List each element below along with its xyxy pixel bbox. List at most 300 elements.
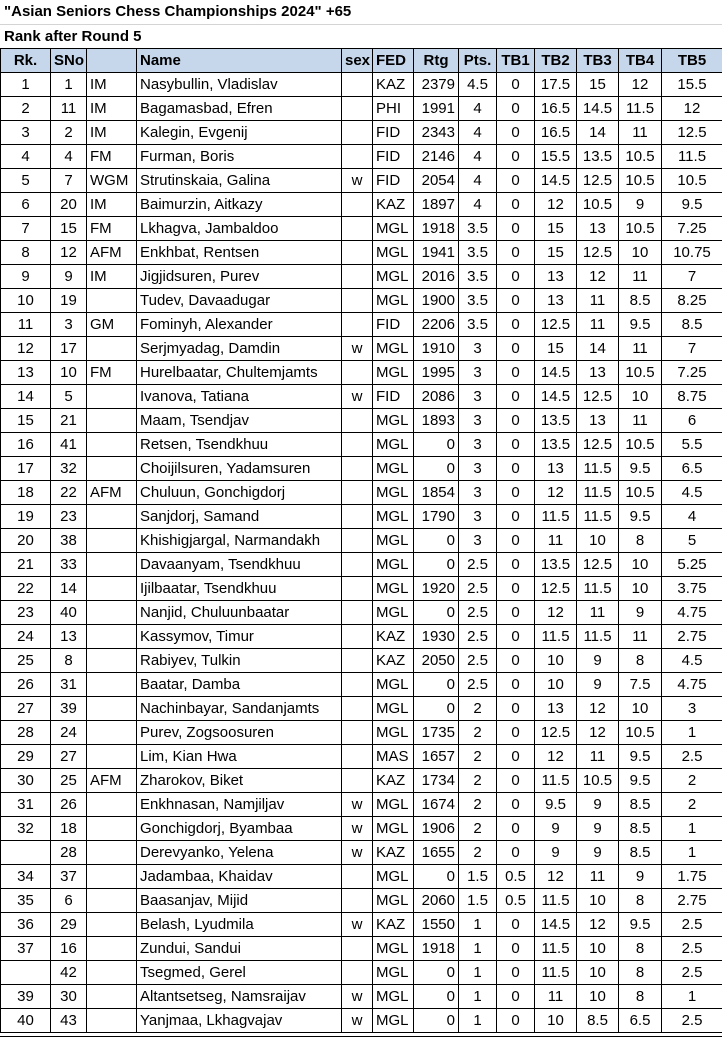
cell-tb2[interactable]: 11.5 <box>535 625 577 649</box>
cell-tb2[interactable]: 15 <box>535 337 577 361</box>
cell-tb4[interactable]: 12 <box>619 73 662 97</box>
cell-rtg[interactable]: 1941 <box>414 241 459 265</box>
cell-tb2[interactable]: 16.5 <box>535 97 577 121</box>
cell-rtg[interactable]: 2206 <box>414 313 459 337</box>
cell-tb2[interactable]: 9 <box>535 817 577 841</box>
cell-name[interactable]: Baimurzin, Aitkazy <box>137 193 342 217</box>
cell-tb3[interactable]: 13 <box>577 217 619 241</box>
cell-title[interactable] <box>87 793 137 817</box>
cell-tb5[interactable]: 6.5 <box>662 457 722 481</box>
cell-rtg[interactable]: 1920 <box>414 577 459 601</box>
cell-sno[interactable]: 4 <box>51 145 87 169</box>
cell-tb1[interactable]: 0 <box>497 505 535 529</box>
cell-rtg[interactable]: 2343 <box>414 121 459 145</box>
cell-sno[interactable]: 27 <box>51 745 87 769</box>
cell-pts[interactable]: 1 <box>459 985 497 1009</box>
cell-rtg[interactable]: 1991 <box>414 97 459 121</box>
cell-name[interactable]: Baasanjav, Mijid <box>137 889 342 913</box>
cell-fed[interactable]: MGL <box>373 457 414 481</box>
cell-tb2[interactable]: 12.5 <box>535 577 577 601</box>
cell-rank[interactable]: 36 <box>1 913 51 937</box>
cell-tb4[interactable]: 10.5 <box>619 481 662 505</box>
cell-rank[interactable]: 34 <box>1 865 51 889</box>
cell-tb1[interactable]: 0 <box>497 985 535 1009</box>
cell-tb2[interactable]: 13 <box>535 697 577 721</box>
cell-tb1[interactable]: 0 <box>497 817 535 841</box>
cell-tb3[interactable]: 10 <box>577 889 619 913</box>
col-header-sex[interactable]: sex <box>342 49 373 73</box>
cell-pts[interactable]: 4 <box>459 145 497 169</box>
cell-fed[interactable]: MGL <box>373 793 414 817</box>
cell-name[interactable]: Purev, Zogsoosuren <box>137 721 342 745</box>
cell-tb4[interactable]: 10 <box>619 241 662 265</box>
cell-rank[interactable]: 40 <box>1 1009 51 1033</box>
cell-name[interactable]: Gonchigdorj, Byambaa <box>137 817 342 841</box>
cell-rtg[interactable]: 0 <box>414 433 459 457</box>
cell-sno[interactable]: 33 <box>51 553 87 577</box>
cell-fed[interactable]: MGL <box>373 505 414 529</box>
cell-tb1[interactable]: 0 <box>497 769 535 793</box>
cell-fed[interactable]: FID <box>373 121 414 145</box>
cell-sno[interactable]: 11 <box>51 97 87 121</box>
cell-sno[interactable]: 39 <box>51 697 87 721</box>
cell-tb1[interactable]: 0 <box>497 793 535 817</box>
cell-pts[interactable]: 3.5 <box>459 289 497 313</box>
cell-tb1[interactable]: 0 <box>497 409 535 433</box>
cell-pts[interactable]: 1 <box>459 913 497 937</box>
cell-tb3[interactable]: 11.5 <box>577 457 619 481</box>
cell-name[interactable]: Belash, Lyudmila <box>137 913 342 937</box>
cell-tb4[interactable]: 9.5 <box>619 745 662 769</box>
cell-pts[interactable]: 2 <box>459 793 497 817</box>
cell-tb4[interactable]: 9.5 <box>619 313 662 337</box>
cell-tb1[interactable]: 0 <box>497 313 535 337</box>
cell-tb4[interactable]: 10 <box>619 553 662 577</box>
cell-sno[interactable]: 6 <box>51 889 87 913</box>
cell-name[interactable]: Tudev, Davaadugar <box>137 289 342 313</box>
cell-tb4[interactable]: 10.5 <box>619 721 662 745</box>
cell-title[interactable] <box>87 625 137 649</box>
cell-fed[interactable]: MGL <box>373 721 414 745</box>
cell-title[interactable]: IM <box>87 97 137 121</box>
cell-rtg[interactable]: 0 <box>414 865 459 889</box>
cell-tb1[interactable]: 0 <box>497 289 535 313</box>
cell-rank[interactable]: 3 <box>1 121 51 145</box>
col-header-rtg[interactable]: Rtg <box>414 49 459 73</box>
cell-title[interactable]: FM <box>87 217 137 241</box>
cell-sno[interactable]: 21 <box>51 409 87 433</box>
cell-sex[interactable] <box>342 937 373 961</box>
cell-rtg[interactable]: 0 <box>414 457 459 481</box>
cell-rank[interactable]: 21 <box>1 553 51 577</box>
cell-tb3[interactable]: 9 <box>577 817 619 841</box>
cell-sex[interactable]: w <box>342 793 373 817</box>
cell-rank[interactable]: 11 <box>1 313 51 337</box>
cell-tb3[interactable]: 11.5 <box>577 577 619 601</box>
cell-rank[interactable]: 32 <box>1 817 51 841</box>
cell-tb4[interactable]: 11.5 <box>619 97 662 121</box>
cell-tb5[interactable]: 1 <box>662 817 722 841</box>
cell-tb2[interactable]: 10 <box>535 649 577 673</box>
cell-rtg[interactable]: 1735 <box>414 721 459 745</box>
cell-tb5[interactable]: 2.75 <box>662 889 722 913</box>
cell-sex[interactable] <box>342 265 373 289</box>
cell-tb1[interactable]: 0 <box>497 721 535 745</box>
cell-tb3[interactable]: 14 <box>577 337 619 361</box>
cell-sno[interactable]: 23 <box>51 505 87 529</box>
cell-title[interactable] <box>87 1009 137 1033</box>
cell-tb2[interactable]: 15 <box>535 241 577 265</box>
cell-pts[interactable]: 2 <box>459 841 497 865</box>
cell-pts[interactable]: 2 <box>459 721 497 745</box>
cell-rank[interactable]: 24 <box>1 625 51 649</box>
cell-sno[interactable]: 3 <box>51 313 87 337</box>
cell-tb5[interactable]: 8.25 <box>662 289 722 313</box>
cell-tb5[interactable]: 2.5 <box>662 961 722 985</box>
cell-tb1[interactable]: 0 <box>497 625 535 649</box>
cell-title[interactable] <box>87 745 137 769</box>
cell-fed[interactable]: FID <box>373 145 414 169</box>
cell-tb5[interactable]: 1 <box>662 721 722 745</box>
cell-sex[interactable]: w <box>342 337 373 361</box>
cell-pts[interactable]: 4 <box>459 193 497 217</box>
cell-tb3[interactable]: 13.5 <box>577 145 619 169</box>
cell-tb4[interactable]: 10.5 <box>619 169 662 193</box>
cell-sex[interactable]: w <box>342 817 373 841</box>
cell-fed[interactable]: MGL <box>373 409 414 433</box>
cell-sno[interactable]: 19 <box>51 289 87 313</box>
cell-tb2[interactable]: 13.5 <box>535 409 577 433</box>
cell-tb1[interactable]: 0 <box>497 217 535 241</box>
cell-tb3[interactable]: 12.5 <box>577 553 619 577</box>
cell-name[interactable]: Jigjidsuren, Purev <box>137 265 342 289</box>
cell-name[interactable]: Khishigjargal, Narmandakh <box>137 529 342 553</box>
cell-sno[interactable]: 14 <box>51 577 87 601</box>
cell-name[interactable]: Kassymov, Timur <box>137 625 342 649</box>
cell-sex[interactable] <box>342 601 373 625</box>
cell-tb1[interactable]: 0 <box>497 169 535 193</box>
cell-rtg[interactable]: 2016 <box>414 265 459 289</box>
cell-title[interactable] <box>87 337 137 361</box>
cell-tb5[interactable]: 7.25 <box>662 361 722 385</box>
cell-rank[interactable]: 6 <box>1 193 51 217</box>
cell-name[interactable]: Zundui, Sandui <box>137 937 342 961</box>
cell-name[interactable]: Serjmyadag, Damdin <box>137 337 342 361</box>
cell-title[interactable]: AFM <box>87 241 137 265</box>
cell-sex[interactable] <box>342 865 373 889</box>
cell-rank[interactable]: 2 <box>1 97 51 121</box>
cell-sno[interactable]: 25 <box>51 769 87 793</box>
cell-fed[interactable]: FID <box>373 313 414 337</box>
cell-tb3[interactable]: 12.5 <box>577 169 619 193</box>
cell-sex[interactable] <box>342 745 373 769</box>
cell-tb2[interactable]: 11.5 <box>535 937 577 961</box>
cell-sex[interactable]: w <box>342 841 373 865</box>
cell-tb2[interactable]: 13 <box>535 457 577 481</box>
cell-pts[interactable]: 3 <box>459 529 497 553</box>
cell-pts[interactable]: 1 <box>459 961 497 985</box>
cell-rtg[interactable]: 1897 <box>414 193 459 217</box>
cell-fed[interactable]: FID <box>373 169 414 193</box>
cell-title[interactable]: GM <box>87 313 137 337</box>
cell-tb1[interactable]: 0 <box>497 673 535 697</box>
cell-tb3[interactable]: 12.5 <box>577 241 619 265</box>
cell-fed[interactable]: MGL <box>373 985 414 1009</box>
cell-title[interactable] <box>87 673 137 697</box>
cell-tb4[interactable]: 9 <box>619 193 662 217</box>
cell-tb5[interactable]: 12 <box>662 97 722 121</box>
cell-fed[interactable]: KAZ <box>373 841 414 865</box>
cell-pts[interactable]: 3.5 <box>459 265 497 289</box>
cell-tb4[interactable]: 10 <box>619 697 662 721</box>
cell-tb3[interactable]: 10 <box>577 529 619 553</box>
cell-rtg[interactable]: 1906 <box>414 817 459 841</box>
cell-pts[interactable]: 2 <box>459 817 497 841</box>
cell-tb3[interactable]: 10 <box>577 937 619 961</box>
cell-fed[interactable]: FID <box>373 385 414 409</box>
cell-name[interactable]: Nanjid, Chuluunbaatar <box>137 601 342 625</box>
cell-tb4[interactable]: 8 <box>619 889 662 913</box>
cell-tb1[interactable]: 0.5 <box>497 865 535 889</box>
cell-rtg[interactable]: 2054 <box>414 169 459 193</box>
cell-sno[interactable]: 15 <box>51 217 87 241</box>
cell-tb2[interactable]: 13.5 <box>535 553 577 577</box>
cell-tb5[interactable]: 2.5 <box>662 1009 722 1033</box>
cell-title[interactable] <box>87 889 137 913</box>
cell-sno[interactable]: 41 <box>51 433 87 457</box>
cell-tb1[interactable]: 0 <box>497 265 535 289</box>
cell-tb2[interactable]: 15.5 <box>535 145 577 169</box>
col-header-title[interactable] <box>87 49 137 73</box>
cell-title[interactable]: AFM <box>87 769 137 793</box>
cell-tb2[interactable]: 15 <box>535 217 577 241</box>
cell-tb2[interactable]: 13 <box>535 265 577 289</box>
cell-sex[interactable] <box>342 433 373 457</box>
cell-sno[interactable]: 16 <box>51 937 87 961</box>
cell-tb1[interactable]: 0 <box>497 553 535 577</box>
cell-title[interactable]: FM <box>87 145 137 169</box>
cell-fed[interactable]: MAS <box>373 745 414 769</box>
cell-title[interactable] <box>87 697 137 721</box>
cell-sno[interactable]: 2 <box>51 121 87 145</box>
cell-tb4[interactable]: 10.5 <box>619 433 662 457</box>
cell-name[interactable]: Rabiyev, Tulkin <box>137 649 342 673</box>
cell-rtg[interactable]: 1655 <box>414 841 459 865</box>
cell-title[interactable] <box>87 577 137 601</box>
cell-tb3[interactable]: 9 <box>577 841 619 865</box>
cell-tb4[interactable]: 9.5 <box>619 457 662 481</box>
cell-tb5[interactable]: 1.75 <box>662 865 722 889</box>
col-header-tb5[interactable]: TB5 <box>662 49 722 73</box>
cell-tb3[interactable]: 10 <box>577 961 619 985</box>
cell-pts[interactable]: 3 <box>459 409 497 433</box>
cell-rank[interactable] <box>1 841 51 865</box>
cell-tb2[interactable]: 9.5 <box>535 793 577 817</box>
cell-rtg[interactable]: 0 <box>414 697 459 721</box>
cell-tb3[interactable]: 11 <box>577 601 619 625</box>
cell-rank[interactable]: 10 <box>1 289 51 313</box>
cell-tb5[interactable]: 7.25 <box>662 217 722 241</box>
col-header-fed[interactable]: FED <box>373 49 414 73</box>
cell-title[interactable] <box>87 841 137 865</box>
cell-name[interactable]: Davaanyam, Tsendkhuu <box>137 553 342 577</box>
cell-sex[interactable] <box>342 481 373 505</box>
cell-sex[interactable] <box>342 889 373 913</box>
cell-tb4[interactable]: 10.5 <box>619 217 662 241</box>
cell-rank[interactable]: 16 <box>1 433 51 457</box>
cell-name[interactable]: Retsen, Tsendkhuu <box>137 433 342 457</box>
cell-title[interactable] <box>87 601 137 625</box>
cell-tb1[interactable]: 0 <box>497 145 535 169</box>
cell-tb3[interactable]: 11 <box>577 289 619 313</box>
cell-rank[interactable]: 28 <box>1 721 51 745</box>
cell-tb1[interactable]: 0 <box>497 97 535 121</box>
cell-sex[interactable] <box>342 73 373 97</box>
cell-sex[interactable] <box>342 553 373 577</box>
sheet-title[interactable]: "Asian Seniors Chess Championships 2024" +65 <box>0 0 722 25</box>
cell-rank[interactable]: 26 <box>1 673 51 697</box>
cell-tb4[interactable]: 8 <box>619 649 662 673</box>
cell-sex[interactable]: w <box>342 985 373 1009</box>
cell-title[interactable] <box>87 649 137 673</box>
cell-rank[interactable]: 25 <box>1 649 51 673</box>
cell-tb5[interactable]: 1 <box>662 985 722 1009</box>
cell-tb5[interactable]: 4.75 <box>662 673 722 697</box>
cell-tb1[interactable]: 0 <box>497 697 535 721</box>
cell-sex[interactable]: w <box>342 913 373 937</box>
cell-title[interactable] <box>87 985 137 1009</box>
sheet-subtitle[interactable]: Rank after Round 5 <box>0 25 722 50</box>
cell-sex[interactable]: w <box>342 1009 373 1033</box>
cell-sno[interactable]: 7 <box>51 169 87 193</box>
cell-tb4[interactable]: 8 <box>619 937 662 961</box>
cell-fed[interactable]: MGL <box>373 433 414 457</box>
cell-tb5[interactable]: 7 <box>662 265 722 289</box>
cell-name[interactable]: Maam, Tsendjav <box>137 409 342 433</box>
cell-tb4[interactable]: 7.5 <box>619 673 662 697</box>
cell-tb3[interactable]: 12 <box>577 913 619 937</box>
cell-tb2[interactable]: 11.5 <box>535 961 577 985</box>
cell-fed[interactable]: MGL <box>373 529 414 553</box>
cell-pts[interactable]: 2 <box>459 769 497 793</box>
cell-tb5[interactable]: 5.25 <box>662 553 722 577</box>
cell-tb2[interactable]: 14.5 <box>535 361 577 385</box>
cell-tb5[interactable]: 2 <box>662 793 722 817</box>
cell-rank[interactable]: 35 <box>1 889 51 913</box>
cell-tb2[interactable]: 14.5 <box>535 385 577 409</box>
cell-fed[interactable]: MGL <box>373 937 414 961</box>
cell-tb2[interactable]: 10 <box>535 673 577 697</box>
cell-name[interactable]: Furman, Boris <box>137 145 342 169</box>
cell-tb2[interactable]: 12 <box>535 601 577 625</box>
cell-rtg[interactable]: 1900 <box>414 289 459 313</box>
cell-pts[interactable]: 3 <box>459 337 497 361</box>
cell-fed[interactable]: MGL <box>373 289 414 313</box>
cell-tb5[interactable]: 4 <box>662 505 722 529</box>
cell-tb2[interactable]: 12 <box>535 745 577 769</box>
cell-tb1[interactable]: 0 <box>497 73 535 97</box>
cell-sex[interactable] <box>342 97 373 121</box>
cell-tb3[interactable]: 14 <box>577 121 619 145</box>
col-header-sno[interactable]: SNo <box>51 49 87 73</box>
cell-tb4[interactable]: 8.5 <box>619 793 662 817</box>
cell-rank[interactable]: 14 <box>1 385 51 409</box>
cell-tb1[interactable]: 0 <box>497 121 535 145</box>
cell-fed[interactable]: MGL <box>373 817 414 841</box>
cell-tb5[interactable]: 2.5 <box>662 937 722 961</box>
cell-pts[interactable]: 3.5 <box>459 217 497 241</box>
cell-rank[interactable]: 39 <box>1 985 51 1009</box>
cell-tb2[interactable]: 13 <box>535 289 577 313</box>
cell-sex[interactable] <box>342 193 373 217</box>
cell-tb1[interactable]: 0 <box>497 361 535 385</box>
cell-pts[interactable]: 2 <box>459 745 497 769</box>
cell-tb1[interactable]: 0 <box>497 529 535 553</box>
cell-tb5[interactable]: 6 <box>662 409 722 433</box>
cell-fed[interactable]: KAZ <box>373 913 414 937</box>
cell-title[interactable]: IM <box>87 265 137 289</box>
cell-tb3[interactable]: 14.5 <box>577 97 619 121</box>
cell-rank[interactable]: 22 <box>1 577 51 601</box>
cell-rtg[interactable]: 1918 <box>414 937 459 961</box>
cell-name[interactable]: Baatar, Damba <box>137 673 342 697</box>
cell-pts[interactable]: 4 <box>459 169 497 193</box>
cell-tb2[interactable]: 12.5 <box>535 721 577 745</box>
cell-tb2[interactable]: 13.5 <box>535 433 577 457</box>
cell-pts[interactable]: 2.5 <box>459 553 497 577</box>
cell-rank[interactable]: 8 <box>1 241 51 265</box>
cell-tb1[interactable]: 0 <box>497 1009 535 1033</box>
cell-name[interactable]: Lkhagva, Jambaldoo <box>137 217 342 241</box>
cell-tb3[interactable]: 10.5 <box>577 769 619 793</box>
cell-rtg[interactable]: 0 <box>414 529 459 553</box>
cell-fed[interactable]: MGL <box>373 241 414 265</box>
cell-tb1[interactable]: 0 <box>497 337 535 361</box>
cell-title[interactable]: IM <box>87 121 137 145</box>
cell-sex[interactable] <box>342 529 373 553</box>
cell-sex[interactable] <box>342 241 373 265</box>
cell-fed[interactable]: PHI <box>373 97 414 121</box>
cell-rtg[interactable]: 0 <box>414 1009 459 1033</box>
cell-tb1[interactable]: 0 <box>497 649 535 673</box>
cell-name[interactable]: Sanjdorj, Samand <box>137 505 342 529</box>
cell-rank[interactable]: 4 <box>1 145 51 169</box>
cell-tb1[interactable]: 0 <box>497 961 535 985</box>
cell-sex[interactable] <box>342 289 373 313</box>
cell-pts[interactable]: 3 <box>459 505 497 529</box>
cell-tb2[interactable]: 11.5 <box>535 505 577 529</box>
cell-sno[interactable]: 22 <box>51 481 87 505</box>
col-header-tb2[interactable]: TB2 <box>535 49 577 73</box>
cell-tb5[interactable]: 5 <box>662 529 722 553</box>
cell-tb3[interactable]: 9 <box>577 673 619 697</box>
cell-rank[interactable]: 30 <box>1 769 51 793</box>
cell-sno[interactable]: 10 <box>51 361 87 385</box>
cell-fed[interactable]: MGL <box>373 217 414 241</box>
cell-rtg[interactable]: 1790 <box>414 505 459 529</box>
cell-rank[interactable]: 19 <box>1 505 51 529</box>
cell-rtg[interactable]: 2146 <box>414 145 459 169</box>
cell-tb2[interactable]: 11 <box>535 985 577 1009</box>
col-header-pts[interactable]: Pts. <box>459 49 497 73</box>
cell-title[interactable] <box>87 289 137 313</box>
cell-tb5[interactable]: 4.5 <box>662 481 722 505</box>
cell-pts[interactable]: 4 <box>459 121 497 145</box>
cell-pts[interactable]: 2.5 <box>459 625 497 649</box>
cell-rank[interactable]: 23 <box>1 601 51 625</box>
cell-name[interactable]: Chuluun, Gonchigdorj <box>137 481 342 505</box>
cell-title[interactable] <box>87 553 137 577</box>
